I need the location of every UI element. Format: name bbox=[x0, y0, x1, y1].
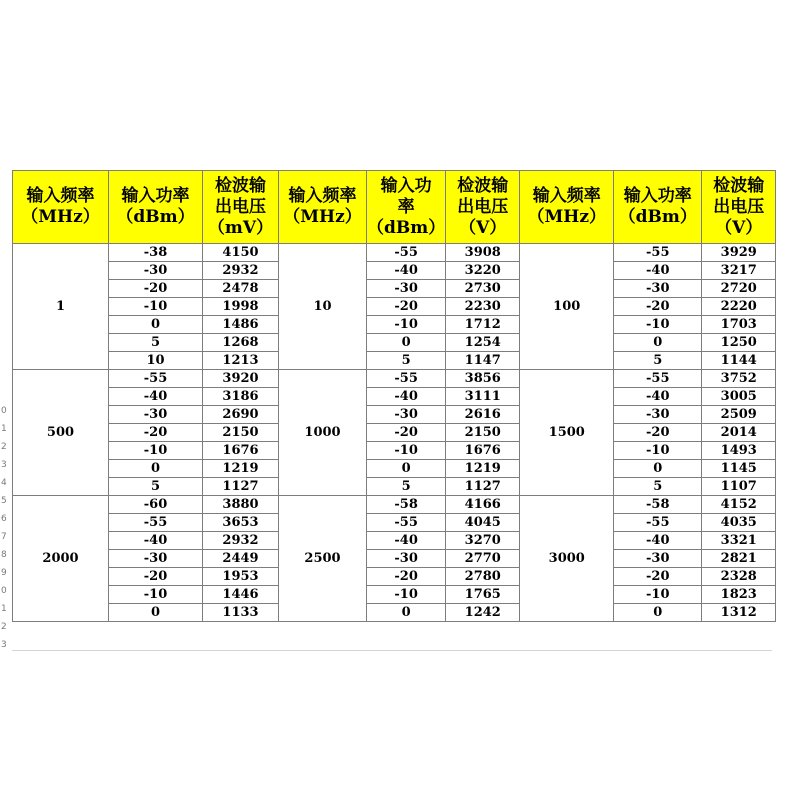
power-cell: 0 bbox=[367, 604, 446, 622]
header-text-line: （dBm） bbox=[367, 217, 446, 238]
header-text-line: 输入功率 bbox=[121, 186, 190, 206]
row-number: 2 bbox=[1, 442, 7, 452]
power-cell: 0 bbox=[109, 460, 203, 478]
power-cell: -30 bbox=[109, 262, 203, 280]
voltage-cell: 4166 bbox=[446, 496, 520, 514]
voltage-cell: 2230 bbox=[446, 298, 520, 316]
voltage-cell: 1133 bbox=[203, 604, 279, 622]
voltage-cell: 3111 bbox=[446, 388, 520, 406]
row-number: 1 bbox=[1, 424, 7, 434]
row-number: 3 bbox=[1, 460, 7, 470]
header-text-line: 检波输 bbox=[457, 175, 509, 196]
column-header-4 bbox=[279, 171, 367, 244]
power-cell: -40 bbox=[367, 262, 446, 280]
voltage-cell: 1219 bbox=[446, 460, 520, 478]
spreadsheet-area bbox=[0, 160, 800, 650]
voltage-cell: 3270 bbox=[446, 532, 520, 550]
header-text-line: 输入频率 bbox=[288, 186, 357, 206]
column-header-9 bbox=[702, 171, 776, 244]
voltage-cell: 1823 bbox=[702, 586, 776, 604]
table-row bbox=[13, 532, 776, 550]
power-cell: -10 bbox=[367, 442, 446, 460]
table-row bbox=[13, 280, 776, 298]
voltage-cell: 1147 bbox=[446, 352, 520, 370]
voltage-cell: 2449 bbox=[203, 550, 279, 568]
header-text-line: （dBm） bbox=[618, 207, 697, 227]
voltage-cell: 3220 bbox=[446, 262, 520, 280]
header-text-line: 出电压 bbox=[457, 196, 509, 217]
power-cell: -10 bbox=[367, 316, 446, 334]
frequency-cell: 2500 bbox=[279, 496, 367, 622]
table-row bbox=[13, 586, 776, 604]
header-text-line: （V） bbox=[715, 217, 763, 238]
power-cell: 0 bbox=[109, 604, 203, 622]
frequency-cell: 10 bbox=[279, 244, 367, 370]
row-number: 7 bbox=[1, 532, 7, 542]
voltage-cell: 2616 bbox=[446, 406, 520, 424]
power-cell: -30 bbox=[614, 550, 702, 568]
row-number: 1 bbox=[1, 604, 7, 614]
header-text-line: 输入频率 bbox=[532, 186, 601, 206]
power-cell: -55 bbox=[367, 370, 446, 388]
voltage-cell: 2780 bbox=[446, 568, 520, 586]
voltage-cell: 4035 bbox=[702, 514, 776, 532]
power-cell: -40 bbox=[367, 388, 446, 406]
voltage-cell: 2014 bbox=[702, 424, 776, 442]
power-cell: 0 bbox=[109, 316, 203, 334]
column-header-6 bbox=[446, 171, 520, 244]
voltage-cell: 1676 bbox=[203, 442, 279, 460]
voltage-cell: 2509 bbox=[702, 406, 776, 424]
power-cell: -55 bbox=[367, 244, 446, 262]
voltage-cell: 2328 bbox=[702, 568, 776, 586]
voltage-cell: 4150 bbox=[203, 244, 279, 262]
power-cell: -10 bbox=[109, 586, 203, 604]
header-text-line: （MHz） bbox=[283, 207, 362, 227]
power-cell: -40 bbox=[614, 532, 702, 550]
power-cell: -38 bbox=[109, 244, 203, 262]
column-header-5 bbox=[367, 171, 446, 244]
row-number: 9 bbox=[1, 568, 7, 578]
voltage-cell: 3908 bbox=[446, 244, 520, 262]
column-header-2 bbox=[109, 171, 203, 244]
power-cell: -40 bbox=[614, 262, 702, 280]
power-cell: -20 bbox=[109, 280, 203, 298]
header-text-line: 输入功 bbox=[380, 175, 432, 196]
voltage-cell: 1144 bbox=[702, 352, 776, 370]
frequency-cell: 2000 bbox=[13, 496, 109, 622]
power-cell: -20 bbox=[367, 568, 446, 586]
voltage-cell: 1242 bbox=[446, 604, 520, 622]
row-number: 8 bbox=[1, 550, 7, 560]
header-text-line: （V） bbox=[459, 217, 507, 238]
power-cell: -20 bbox=[614, 568, 702, 586]
table-row bbox=[13, 442, 776, 460]
voltage-cell: 2770 bbox=[446, 550, 520, 568]
column-header-7 bbox=[520, 171, 614, 244]
voltage-cell: 1254 bbox=[446, 334, 520, 352]
power-cell: -30 bbox=[367, 550, 446, 568]
table-row bbox=[13, 352, 776, 370]
power-cell: -20 bbox=[367, 298, 446, 316]
power-cell: -55 bbox=[614, 244, 702, 262]
header-text-line: 检波输 bbox=[713, 175, 765, 196]
voltage-cell: 3880 bbox=[203, 496, 279, 514]
voltage-cell: 2150 bbox=[446, 424, 520, 442]
power-cell: -10 bbox=[367, 586, 446, 604]
power-cell: -20 bbox=[109, 424, 203, 442]
table-row bbox=[13, 604, 776, 622]
power-cell: -20 bbox=[109, 568, 203, 586]
power-cell: -58 bbox=[614, 496, 702, 514]
table-row bbox=[13, 262, 776, 280]
header-text-line: （dBm） bbox=[116, 207, 195, 227]
voltage-cell: 1712 bbox=[446, 316, 520, 334]
frequency-cell: 1500 bbox=[520, 370, 614, 496]
voltage-cell: 1703 bbox=[702, 316, 776, 334]
row-number: 4 bbox=[1, 478, 7, 488]
power-cell: 0 bbox=[614, 604, 702, 622]
voltage-cell: 1676 bbox=[446, 442, 520, 460]
voltage-cell: 1213 bbox=[203, 352, 279, 370]
voltage-cell: 3005 bbox=[702, 388, 776, 406]
power-cell: -55 bbox=[614, 514, 702, 532]
frequency-cell: 3000 bbox=[520, 496, 614, 622]
column-header-1 bbox=[13, 171, 109, 244]
table-row bbox=[13, 550, 776, 568]
header-row bbox=[13, 171, 776, 244]
voltage-cell: 1268 bbox=[203, 334, 279, 352]
power-cell: 0 bbox=[614, 334, 702, 352]
power-cell: 5 bbox=[367, 478, 446, 496]
power-cell: -55 bbox=[109, 370, 203, 388]
voltage-cell: 4152 bbox=[702, 496, 776, 514]
power-cell: -30 bbox=[109, 550, 203, 568]
table-row bbox=[13, 460, 776, 478]
power-cell: 5 bbox=[367, 352, 446, 370]
power-cell: -40 bbox=[109, 388, 203, 406]
row-number: 2 bbox=[1, 622, 7, 632]
power-cell: 0 bbox=[614, 460, 702, 478]
power-cell: -55 bbox=[109, 514, 203, 532]
voltage-cell: 2690 bbox=[203, 406, 279, 424]
row-number: 0 bbox=[1, 586, 7, 596]
header-text-line: 出电压 bbox=[713, 196, 765, 217]
voltage-cell: 3920 bbox=[203, 370, 279, 388]
voltage-cell: 1312 bbox=[702, 604, 776, 622]
power-cell: -20 bbox=[614, 298, 702, 316]
voltage-cell: 2220 bbox=[702, 298, 776, 316]
power-cell: 5 bbox=[109, 334, 203, 352]
power-cell: -10 bbox=[109, 298, 203, 316]
power-cell: -40 bbox=[109, 532, 203, 550]
table-row bbox=[13, 244, 776, 262]
header-text-line: 检波输 bbox=[215, 175, 266, 196]
power-cell: -58 bbox=[367, 496, 446, 514]
detector-output-table bbox=[12, 170, 776, 622]
power-cell: 0 bbox=[367, 334, 446, 352]
table-row bbox=[13, 496, 776, 514]
table-row bbox=[13, 478, 776, 496]
voltage-cell: 3929 bbox=[702, 244, 776, 262]
table-row bbox=[13, 424, 776, 442]
power-cell: -40 bbox=[614, 388, 702, 406]
voltage-cell: 1446 bbox=[203, 586, 279, 604]
power-cell: -30 bbox=[367, 406, 446, 424]
header-text-line: （MHz） bbox=[527, 207, 607, 227]
power-cell: 5 bbox=[614, 478, 702, 496]
voltage-cell: 1250 bbox=[702, 334, 776, 352]
table-row bbox=[13, 370, 776, 388]
power-cell: 5 bbox=[109, 478, 203, 496]
power-cell: -10 bbox=[614, 586, 702, 604]
power-cell: 0 bbox=[367, 460, 446, 478]
header-text-line: 率 bbox=[397, 196, 415, 217]
power-cell: -30 bbox=[614, 406, 702, 424]
power-cell: -20 bbox=[614, 424, 702, 442]
power-cell: -60 bbox=[109, 496, 203, 514]
voltage-cell: 3321 bbox=[702, 532, 776, 550]
header-text-line: （mV） bbox=[207, 217, 274, 238]
column-header-3 bbox=[203, 171, 279, 244]
row-number: 6 bbox=[1, 514, 7, 524]
voltage-cell: 2932 bbox=[203, 262, 279, 280]
power-cell: -10 bbox=[614, 316, 702, 334]
table-row bbox=[13, 298, 776, 316]
table-row bbox=[13, 334, 776, 352]
power-cell: -10 bbox=[614, 442, 702, 460]
voltage-cell: 2478 bbox=[203, 280, 279, 298]
voltage-cell: 2720 bbox=[702, 280, 776, 298]
voltage-cell: 2932 bbox=[203, 532, 279, 550]
table-row bbox=[13, 568, 776, 586]
table-row bbox=[13, 406, 776, 424]
power-cell: -55 bbox=[367, 514, 446, 532]
power-cell: -10 bbox=[109, 442, 203, 460]
voltage-cell: 3217 bbox=[702, 262, 776, 280]
header-text-line: 出电压 bbox=[215, 196, 266, 217]
voltage-cell: 3186 bbox=[203, 388, 279, 406]
voltage-cell: 1953 bbox=[203, 568, 279, 586]
row-number: 3 bbox=[1, 640, 7, 650]
voltage-cell: 3752 bbox=[702, 370, 776, 388]
voltage-cell: 1219 bbox=[203, 460, 279, 478]
voltage-cell: 1127 bbox=[446, 478, 520, 496]
voltage-cell: 2150 bbox=[203, 424, 279, 442]
column-header-8 bbox=[614, 171, 702, 244]
power-cell: 5 bbox=[614, 352, 702, 370]
row-number: 0 bbox=[1, 406, 7, 416]
table-row bbox=[13, 388, 776, 406]
voltage-cell: 3653 bbox=[203, 514, 279, 532]
voltage-cell: 4045 bbox=[446, 514, 520, 532]
power-cell: -30 bbox=[367, 280, 446, 298]
frequency-cell: 1 bbox=[13, 244, 109, 370]
voltage-cell: 2730 bbox=[446, 280, 520, 298]
empty-row bbox=[12, 632, 772, 651]
voltage-cell: 1486 bbox=[203, 316, 279, 334]
frequency-cell: 100 bbox=[520, 244, 614, 370]
header-text-line: （MHz） bbox=[21, 207, 100, 227]
voltage-cell: 1998 bbox=[203, 298, 279, 316]
power-cell: -40 bbox=[367, 532, 446, 550]
voltage-cell: 1765 bbox=[446, 586, 520, 604]
power-cell: -30 bbox=[614, 280, 702, 298]
row-number: 5 bbox=[1, 496, 7, 506]
voltage-cell: 1145 bbox=[702, 460, 776, 478]
voltage-cell: 2821 bbox=[702, 550, 776, 568]
frequency-cell: 500 bbox=[13, 370, 109, 496]
header-text-line: 输入功率 bbox=[623, 186, 692, 206]
table-row bbox=[13, 316, 776, 334]
power-cell: 10 bbox=[109, 352, 203, 370]
voltage-cell: 1127 bbox=[203, 478, 279, 496]
voltage-cell: 1107 bbox=[702, 478, 776, 496]
table-row bbox=[13, 514, 776, 532]
power-cell: -55 bbox=[614, 370, 702, 388]
voltage-cell: 3856 bbox=[446, 370, 520, 388]
power-cell: -20 bbox=[367, 424, 446, 442]
power-cell: -30 bbox=[109, 406, 203, 424]
voltage-cell: 1493 bbox=[702, 442, 776, 460]
frequency-cell: 1000 bbox=[279, 370, 367, 496]
header-text-line: 输入频率 bbox=[26, 186, 95, 206]
